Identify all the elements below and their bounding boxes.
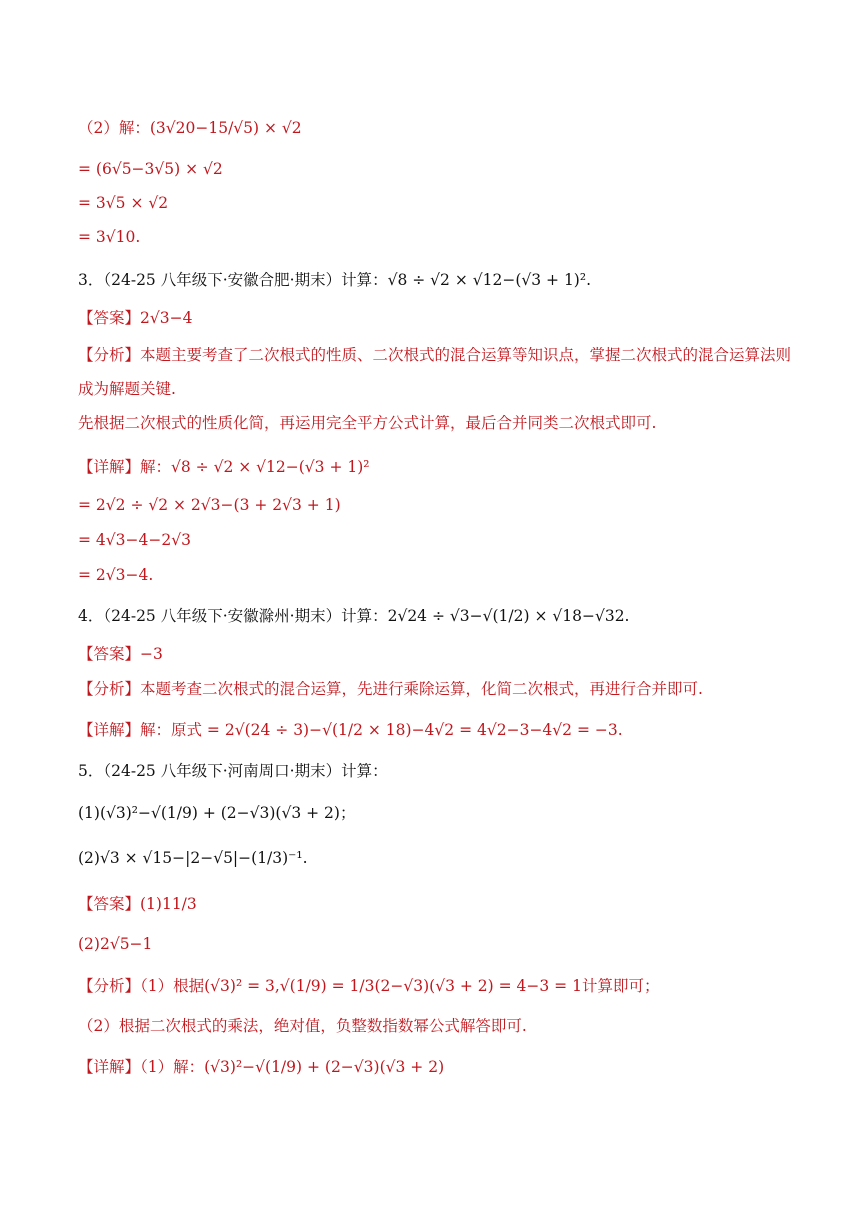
question-3-step-1: = 2√2 ÷ √2 × 2√3−(3 + 2√3 + 1) [78, 496, 341, 514]
question-5-analysis-1: 【分析】（1）根据(√3)² = 3,√(1/9) = 1/3(2−√3)(√3 + 2) = 4−3 = 1计算即可； [78, 977, 660, 995]
question-3-analysis-3: 先根据二次根式的性质化简，再运用完全平方公式计算，最后合并同类二次根式即可. [78, 414, 657, 432]
question-5-analysis-2: （2）根据二次根式的乘法，绝对值，负整数指数幂公式解答即可. [78, 1017, 527, 1035]
question-3-detail: 【详解】解：√8 ÷ √2 × √12−(√3 + 1)² [78, 458, 370, 476]
question-5-part-2: (2)√3 × √15−|2−√5|−(1/3)⁻¹. [78, 849, 308, 867]
question-4-detail: 【详解】解：原式 = 2√(24 ÷ 3)−√(1/2 × 18)−4√2 = 4√2−3−4√2 = −3. [78, 721, 623, 739]
question-3-answer: 【答案】2√3−4 [78, 309, 193, 327]
question-5-answer-2: (2)2√5−1 [78, 935, 153, 953]
question-5-answer-1: 【答案】(1)11/3 [78, 895, 197, 913]
question-5-part-1: (1)(√3)²−√(1/9) + (2−√3)(√3 + 2)； [78, 804, 356, 822]
question-3-analysis-1: 【分析】本题主要考查了二次根式的性质、二次根式的混合运算等知识点，掌握二次根式的混合运算法则 [78, 346, 792, 364]
part2-step-3: = 3√10. [78, 228, 141, 246]
question-5: 5．（24-25 八年级下·河南周口·期末）计算： [78, 762, 388, 780]
question-3-step-2: = 4√3−4−2√3 [78, 531, 191, 549]
question-3-analysis-2: 成为解题关键. [78, 380, 176, 398]
question-4: 4．（24-25 八年级下·安徽滁州·期末）计算：2√24 ÷ √3−√(1/2) × √18−√32. [78, 607, 630, 625]
question-3: 3．（24-25 八年级下·安徽合肥·期末）计算：√8 ÷ √2 × √12−(√3 + 1)². [78, 271, 591, 289]
part2-solution-line: （2）解：(3√20−15/√5) × √2 [78, 119, 302, 137]
question-3-step-3: = 2√3−4. [78, 566, 154, 584]
question-4-analysis: 【分析】本题考查二次根式的混合运算，先进行乘除运算，化简二次根式，再进行合并即可. [78, 680, 703, 698]
part2-step-2: = 3√5 × √2 [78, 194, 169, 212]
part2-step-1: = (6√5−3√5) × √2 [78, 160, 223, 178]
question-4-answer: 【答案】−3 [78, 645, 163, 663]
question-5-detail: 【详解】（1）解：(√3)²−√(1/9) + (2−√3)(√3 + 2) [78, 1058, 445, 1076]
